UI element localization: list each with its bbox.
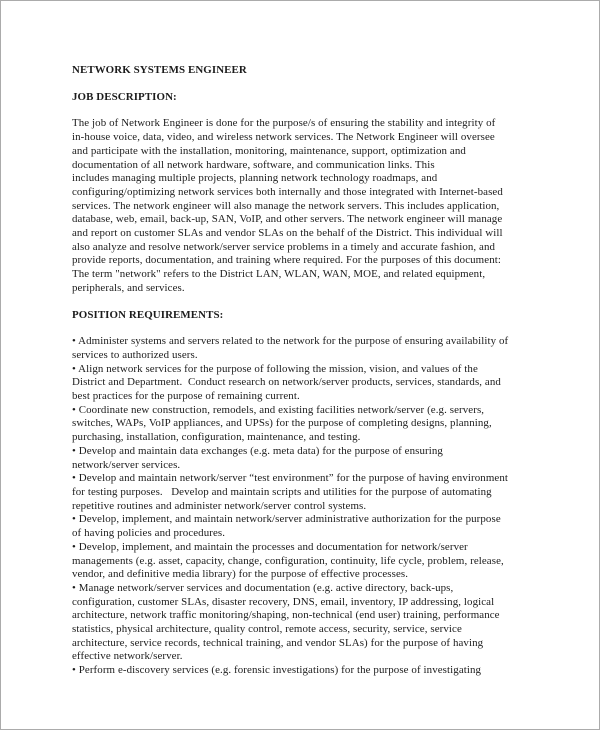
text-line: network/server services. bbox=[72, 458, 181, 471]
document-content bbox=[72, 64, 534, 678]
text-line: The term "network" refers to the District LAN, WLAN, WAN, MOE, and related equipment, bbox=[72, 268, 486, 281]
text-line: switches, WAPs, VoIP appliances, and UPSs) for the purpose of completing designs, planning, bbox=[72, 417, 492, 430]
text-line: • Develop and maintain data exchanges (e.g. meta data) for the purpose of ensuring bbox=[72, 444, 443, 457]
text-line: provide reports, documentation, and training where required. For the purposes of this document: bbox=[72, 254, 501, 267]
position-requirements-list bbox=[72, 335, 534, 678]
text-line: • Manage network/server services and documentation (e.g. active directory, back-ups, bbox=[72, 581, 454, 594]
text-line: configuring/optimizing network services both internally and those integrated with Internet-based bbox=[72, 185, 503, 198]
text-line: and report on customer SLAs and vendor SLAs on the behalf of the District. This individual will bbox=[72, 227, 503, 240]
text-line: statistics, physical architecture, quality control, remote access, security, service, service bbox=[72, 623, 462, 636]
text-line: configuration, customer SLAs, disaster recovery, DNS, email, inventory, IP addressing, logical bbox=[72, 595, 495, 608]
text-line: services to authorized users. bbox=[72, 348, 198, 361]
text-line: • Develop, implement, and maintain network/server administrative authorization for the purpose bbox=[72, 513, 501, 526]
text-line: • Develop and maintain network/server “test environment” for the purpose of having environment bbox=[72, 472, 509, 485]
text-line: in-house voice, data, video, and wireless network services. The Network Engineer will oversee bbox=[72, 131, 495, 144]
text-line: District and Department. Conduct research on network/server products, services, standards, and bbox=[72, 376, 501, 389]
text-line: peripherals, and services. bbox=[72, 281, 185, 294]
text-line: also analyze and resolve network/server service problems in a timely and accurate fashion, and bbox=[72, 240, 496, 253]
text-line: best practices for the purpose of remaining current. bbox=[72, 390, 300, 403]
text-line: services. The network engineer will also manage the network servers. This includes application, bbox=[72, 199, 500, 212]
text-line: of having policies and procedures. bbox=[72, 527, 226, 540]
text-line: managements (e.g. asset, capacity, change, configuration, continuity, life cycle, problem, release, bbox=[72, 554, 504, 567]
job-description-heading: JOB DESCRIPTION: bbox=[72, 90, 177, 103]
text-line: architecture, network traffic monitoring/shaping, non-technical (end user) training, performance bbox=[72, 609, 500, 622]
text-line: • Develop, implement, and maintain the processes and documentation for network/server bbox=[72, 540, 468, 553]
text-line: includes managing multiple projects, planning network technology roadmaps, and bbox=[72, 172, 438, 185]
document-title: NETWORK SYSTEMS ENGINEER bbox=[72, 64, 247, 76]
text-line: • Perform e-discovery services (e.g. forensic investigations) for the purpose of investigating bbox=[72, 664, 482, 677]
text-line: The job of Network Engineer is done for the purpose/s of ensuring the stability and integrity of bbox=[72, 117, 496, 130]
text-line: architecture, service records, technical training, and vendor SLAs) for the purpose of having bbox=[72, 636, 484, 649]
text-line: • Administer systems and servers related to the network for the purpose of ensuring availability of bbox=[72, 335, 509, 348]
job-description-paragraph bbox=[72, 117, 534, 295]
position-requirements-heading: POSITION REQUIREMENTS: bbox=[72, 308, 224, 321]
text-line: documentation of all network hardware, software, and communication links. This bbox=[72, 158, 435, 171]
text-line: repetitive routines and administer network/server control systems. bbox=[72, 499, 367, 512]
text-line: • Align network services for the purpose of following the mission, vision, and values of the bbox=[72, 362, 478, 375]
text-line: and participate with the installation, monitoring, maintenance, support, optimization and bbox=[72, 144, 466, 157]
text-line: vendor, and definitive media library) for the purpose of effective processes. bbox=[72, 568, 409, 581]
text-line: purchasing, installation, configuration, maintenance, and testing. bbox=[72, 431, 361, 444]
text-line: effective network/server. bbox=[72, 650, 183, 663]
text-line: database, web, email, back-up, SAN, VoIP, and other servers. The network engineer will manage bbox=[72, 213, 503, 226]
text-line: for testing purposes. Develop and maintain scripts and utilities for the purpose of automating bbox=[72, 485, 492, 498]
text-line: • Coordinate new construction, remodels, and existing facilities network/server (e.g. servers, bbox=[72, 403, 485, 416]
